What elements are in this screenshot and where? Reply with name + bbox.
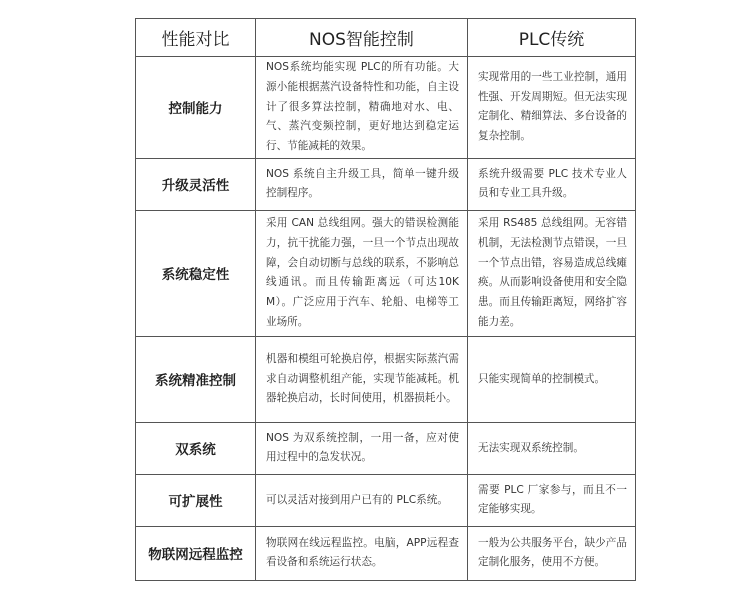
header-row	[136, 19, 636, 57]
nos-cell: 采用 CAN 总线组网。强大的错误检测能力，抗干扰能力强，一旦一个节点出现故障，会自动切断与总线的联系，不影响总线通讯。而且传输距离远（可达10KM）。广泛应用于汽车、轮船、电梯等工业场所。	[256, 210, 468, 336]
header-criteria: 性能对比	[136, 19, 256, 57]
plc-cell: 实现常用的一些工业控制，通用性强、开发周期短。但无法实现定制化、精细算法、多台设备的复杂控制。	[468, 57, 636, 159]
nos-cell: 可以灵活对接到用户已有的 PLC系统。	[256, 474, 468, 526]
nos-cell: 物联网在线远程监控。电脑，APP远程查看设备和系统运行状态。	[256, 526, 468, 580]
nos-cell: NOS 为双系统控制，一用一备，应对使用过程中的急发状况。	[256, 422, 468, 474]
table-row	[136, 336, 636, 422]
plc-cell: 需要 PLC 厂家参与，而且不一定能够实现。	[468, 474, 636, 526]
table-row	[136, 474, 636, 526]
plc-cell: 采用 RS485 总线组网。无容错机制，无法检测节点错误，一旦一个节点出错，容易造成总线瘫痪。从而影响设备使用和安全隐患。而且传输距离短，网络扩容能力差。	[468, 210, 636, 336]
plc-cell: 一般为公共服务平台，缺少产品定制化服务，使用不方便。	[468, 526, 636, 580]
plc-cell: 无法实现双系统控制。	[468, 422, 636, 474]
plc-cell: 只能实现简单的控制模式。	[468, 336, 636, 422]
row-label: 可扩展性	[136, 474, 256, 526]
table-row	[136, 526, 636, 580]
table-row	[136, 158, 636, 210]
row-label: 控制能力	[136, 57, 256, 159]
row-label: 升级灵活性	[136, 158, 256, 210]
nos-cell: 机器和模组可轮换启停，根据实际蒸汽需求自动调整机组产能，实现节能减耗。机器轮换启动，长时间使用，机器损耗小。	[256, 336, 468, 422]
header-plc: PLC传统	[468, 19, 636, 57]
row-label: 物联网远程监控	[136, 526, 256, 580]
plc-cell: 系统升级需要 PLC 技术专业人员和专业工具升级。	[468, 158, 636, 210]
row-label: 系统精准控制	[136, 336, 256, 422]
header-nos: NOS智能控制	[256, 19, 468, 57]
nos-cell: NOS 系统自主升级工具，简单一键升级控制程序。	[256, 158, 468, 210]
table-row	[136, 57, 636, 159]
table-row	[136, 210, 636, 336]
comparison-table	[135, 18, 636, 581]
table-row	[136, 422, 636, 474]
row-label: 双系统	[136, 422, 256, 474]
nos-cell: NOS系统均能实现 PLC的所有功能。大源小能根据蒸汽设备特性和功能，自主设计了很多算法控制，精确地对水、电、气、蒸汽变频控制，更好地达到稳定运行、节能减耗的效果。	[256, 57, 468, 159]
row-label: 系统稳定性	[136, 210, 256, 336]
